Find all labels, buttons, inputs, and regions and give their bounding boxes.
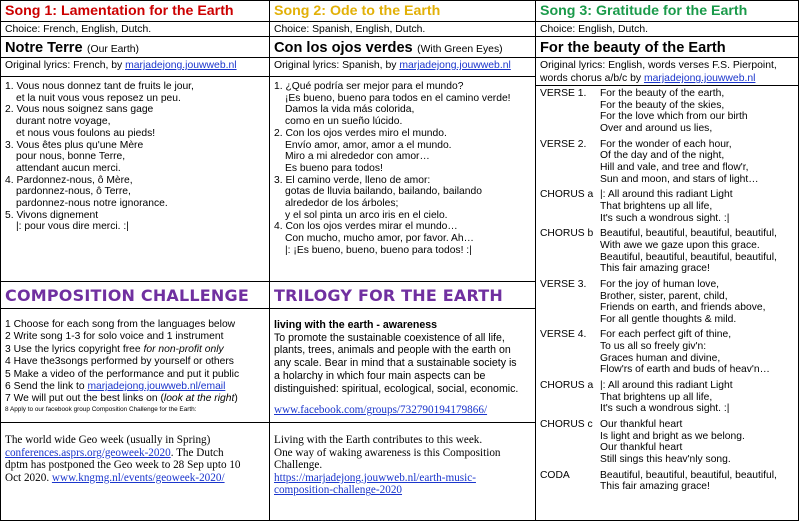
song2-name: [270, 37, 535, 58]
song1-orig-prefix: Original lyrics: French, by: [5, 60, 123, 71]
song2-orig-prefix: Original lyrics: Spanish, by: [274, 60, 397, 71]
lyric-line: 2. Con los ojos verdes miro el mundo.: [274, 127, 447, 139]
song1-name-main: Notre Terre: [5, 40, 83, 56]
song2-choice: Choice: Spanish, English, Dutch.: [270, 22, 535, 37]
lyric-line: 3. El camino verde, lleno de amor:: [274, 174, 431, 186]
lyric-line: |: pour vous dire merci. :|: [16, 221, 129, 233]
song1-lyrics: [1, 77, 269, 281]
lyric-line: 5. Vivons dignement: [5, 209, 99, 221]
step-2: 2 Write song 1-3 for solo voice and 1 instrument: [5, 331, 224, 343]
song1-orig-link[interactable]: marjadejong.jouwweb.nl: [125, 60, 237, 71]
song1-original-lyrics: [1, 58, 269, 77]
song1-title: Song 1: Lamentation for the Earth: [1, 1, 269, 22]
song3-choice: Choice: English, Dutch.: [536, 22, 798, 37]
awareness-heading: living with the earth - awareness: [274, 319, 438, 331]
chorus-b: CHORUS b Beautiful, beautiful, beautiful, beautiful, With awe we gaze upon this grace. Beautiful, beautiful, beautiful, beautiful, This fair amazing grace!: [540, 228, 777, 275]
lyric-line: Con mucho, mucho amor, por favor. Ah…: [285, 233, 474, 245]
song2-title: Song 2: Ode to the Earth: [270, 1, 535, 22]
step-6: 6 Send the link to marjadejong.jouwweb.nl/email: [5, 381, 226, 393]
song2-orig-link[interactable]: marjadejong.jouwweb.nl: [399, 60, 511, 71]
lyric-line: gotas de lluvia bailando, bailando, bailando: [285, 186, 482, 198]
lyric-line: 1. Vous nous donnez tant de fruits le jour,: [5, 81, 194, 92]
song1-name: [1, 37, 269, 58]
song3-title: Song 3: Gratitude for the Earth: [536, 1, 798, 22]
lyric-line: Envío amor, amor, amor a el mundo.: [285, 139, 452, 151]
step-1: 1 Choose for each song from the languages below: [5, 319, 236, 330]
lyric-line: et la nuit vous vous reposez un peu.: [16, 92, 181, 104]
chorus-c: CHORUS c Our thankful heart Is light and bright as we belong. Our thankful heart Still sings this heav'nly song.: [540, 419, 745, 466]
step-5: 5 Make a video of the performance and put it public: [5, 368, 240, 380]
lyric-line: pour nous, bonne Terre,: [16, 151, 126, 163]
email-link[interactable]: marjadejong.jouwweb.nl/email: [87, 381, 226, 393]
geoweek-link[interactable]: conferences.asprs.org/geoweek-2020: [5, 446, 171, 459]
trilogy-banner: TRILOGY FOR THE EARTH: [270, 281, 535, 309]
chorus-a-repeat: CHORUS a |: All around this radiant Light That brightens up all life, It's such a wondrous sight. :|: [540, 380, 733, 415]
verse-2: VERSE 2. For the wonder of each hour, Of the day and of the night, Hill and vale, and tree and flow'r, Sun and moon, and stars of light…: [540, 138, 759, 185]
song3-original-lyrics: Original lyrics: English, words verses F.S. Pierpoint, words chorus a/b/c by marjadejong.jouwweb.nl: [536, 58, 798, 86]
step-4: 4 Have the3songs performed by yourself or others: [5, 356, 234, 368]
trilogy-awareness: living with the earth - awareness To promote the sustainable coexistence of all life, plants, trees, animals and people with the earth on any scale. Bear in mind that a sustainable society is a holarchy in which four main aspects can be distinguished: spiritual, ecological, social, economic. www.facebook.com/groups/732790194179866/: [270, 309, 535, 423]
lyric-line: pardonnez-nous, ô Terre,: [16, 186, 131, 198]
lyric-line: 1. ¿Qué podría ser mejor para el mundo?: [274, 81, 464, 92]
lyric-line: et nous vous foulons au pieds!: [16, 127, 156, 139]
challenge-page-link[interactable]: https://marjadejong.jouwweb.nl/earth-music- composition-challenge-2020: [274, 471, 476, 497]
song3-orig-link[interactable]: marjadejong.jouwweb.nl: [643, 73, 756, 84]
lyric-line: 2. Vous nous soignez sans gage: [5, 104, 154, 116]
lyric-line: pardonnez-nous notre ignorance.: [16, 198, 168, 210]
song3-column: [536, 1, 798, 520]
lyric-line: 4. Con los ojos verdes mirar el mundo…: [274, 221, 458, 233]
verse-3: VERSE 3. For the joy of human love, Brother, sister, parent, child, Friends on earth, and friends above, For all gentle thoughts & mild.: [540, 278, 766, 325]
song2-name-sub: (With Green Eyes): [417, 44, 503, 55]
lyric-line: durant notre voyage,: [16, 116, 111, 128]
coda: CODA Beautiful, beautiful, beautiful, beautiful, This fair amazing grace!: [540, 469, 777, 493]
song2-original-lyrics: [270, 58, 535, 77]
lyric-line: Miro a mi alrededor con amor…: [285, 151, 430, 163]
song1-name-sub: (Our Earth): [87, 44, 140, 55]
lyric-line: 3. Vous êtes plus qu'une Mère: [5, 139, 144, 151]
song2-name-main: Con los ojos verdes: [274, 40, 413, 56]
step-7: 7 We will put out the best links on (look at the right): [5, 393, 238, 405]
song3-name: [536, 37, 798, 58]
lyric-line: attendant aucun merci.: [16, 162, 121, 174]
lyric-line: ¡Es bueno, bueno para todos en el camino verde!: [285, 92, 511, 104]
kngmg-link[interactable]: www.kngmg.nl/events/geoweek-2020/: [51, 471, 225, 484]
lyric-line: como en un sueño lúcido.: [285, 116, 403, 128]
lyric-line: Es bueno para todos!: [285, 162, 383, 174]
song2-lyrics: [270, 77, 535, 281]
lyric-line: Damos la vida más colorida,: [285, 104, 415, 116]
step-8: 8 Apply to our facebook group Composition Challenge for the Earth:: [5, 405, 197, 413]
lyric-line: y el sol pinta un arco iris en el cielo.: [285, 209, 448, 221]
lyric-line: alrededor de los árboles;: [285, 198, 399, 210]
song3-verses: [536, 86, 798, 493]
step-3: 3 Use the lyrics copyright free for non-profit only: [5, 343, 224, 355]
geoweek-note: The world wide Geo week (usually in Spring) conferences.asprs.org/geoweek-2020. The Dutch dptm has postponed the Geo week to 28 Sep upto 10 Oct 2020. www.kngmg.nl/events/geoweek-2020/: [5, 434, 241, 484]
song2-column: [270, 1, 536, 520]
song1-column: [1, 1, 270, 520]
lyric-line: |: ¡Es bueno, bueno, bueno para todos! :|: [285, 244, 472, 256]
facebook-group-link[interactable]: www.facebook.com/groups/732790194179866/: [274, 404, 488, 417]
song3-name-main: For the beauty of the Earth: [540, 40, 726, 56]
song1-choice: Choice: French, English, Dutch.: [1, 22, 269, 37]
lyric-line: 4. Pardonnez-nous, ô Mère,: [5, 174, 133, 186]
verse-4: VERSE 4. For each perfect gift of thine, To us all so freely giv'n: Graces human and divine, Flow'rs of earth and buds of heav'n…: [540, 329, 770, 376]
living-with-earth-note: Living with the Earth contributes to this week. One way of waking awareness is this Composition Challenge. https://marjadejong.jouwweb.nl/earth-music- composition-challenge-2020: [270, 423, 535, 497]
verse-1: VERSE 1. For the beauty of the earth, For the beauty of the skies, For the love which from our birth Over and around us lies,: [540, 88, 748, 134]
challenge-steps: [1, 309, 269, 423]
chorus-a: CHORUS a |: All around this radiant Light That brightens up all life, It's such a wondrous sight. :|: [540, 189, 733, 224]
composition-challenge-banner: COMPOSITION CHALLENGE: [1, 281, 269, 309]
